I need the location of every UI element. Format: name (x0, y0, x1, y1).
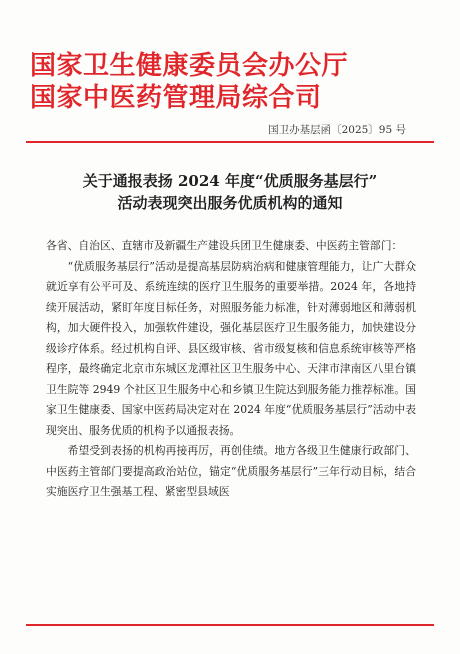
letterhead (30, 50, 430, 114)
document-body (46, 236, 416, 503)
header-divider (26, 141, 434, 143)
addressee: 各省、自治区、直辖市及新疆生产建设兵团卫生健康委、中医药主管部门： (46, 239, 403, 252)
paragraph-2: 希望受到表扬的机构再接再厉，再创佳绩。地方各级卫生健康行政部门、中医药主管部门要提高政治站位，锚定“优质服务基层行”三年行动目标，结合实施医疗卫生强基工程、紧密型县域医 (46, 444, 416, 498)
paragraph-1: “优质服务基层行”活动是提高基层防病治病和健康管理能力，让广大群众就近享有公平可及、系统连续的医疗卫生服务的重要举措。2024 年，各地持续开展活动，紧盯年度目标任务，对照服务能力标准，针对薄弱地区和薄弱机构，加大硬件投入，加强软件建设，强化基层医疗卫生服务能力，加快建设分级诊疗体系。经过机构自评、县区级审核、省市级复核和信息系统审核等严格程序，最终确定北京市东城区龙潭社区卫生服务中心、天津市津南区八里台镇卫生院等 2949 个社区卫生服务中心和乡镇卫生院达到服务能力推荐标准。国家卫生健康委、国家中医药局决定对在 2024 年度“优质服务基层行”活动中表现突出、服务优质的机构予以通报表扬。 (46, 259, 416, 437)
title-line-2: 活动表现突出服务优质机构的通知 (117, 194, 343, 212)
letterhead-line-1: 国家卫生健康委员会办公厅 (30, 51, 349, 81)
document-title (30, 170, 430, 214)
letterhead-line-2: 国家中医药管理局综合司 (30, 83, 322, 113)
title-line-1: 关于通报表扬 2024 年度“优质服务基层行” (82, 172, 378, 190)
document-number: 国卫办基层函〔2025〕95 号 (268, 124, 406, 136)
footer-divider (26, 624, 434, 626)
